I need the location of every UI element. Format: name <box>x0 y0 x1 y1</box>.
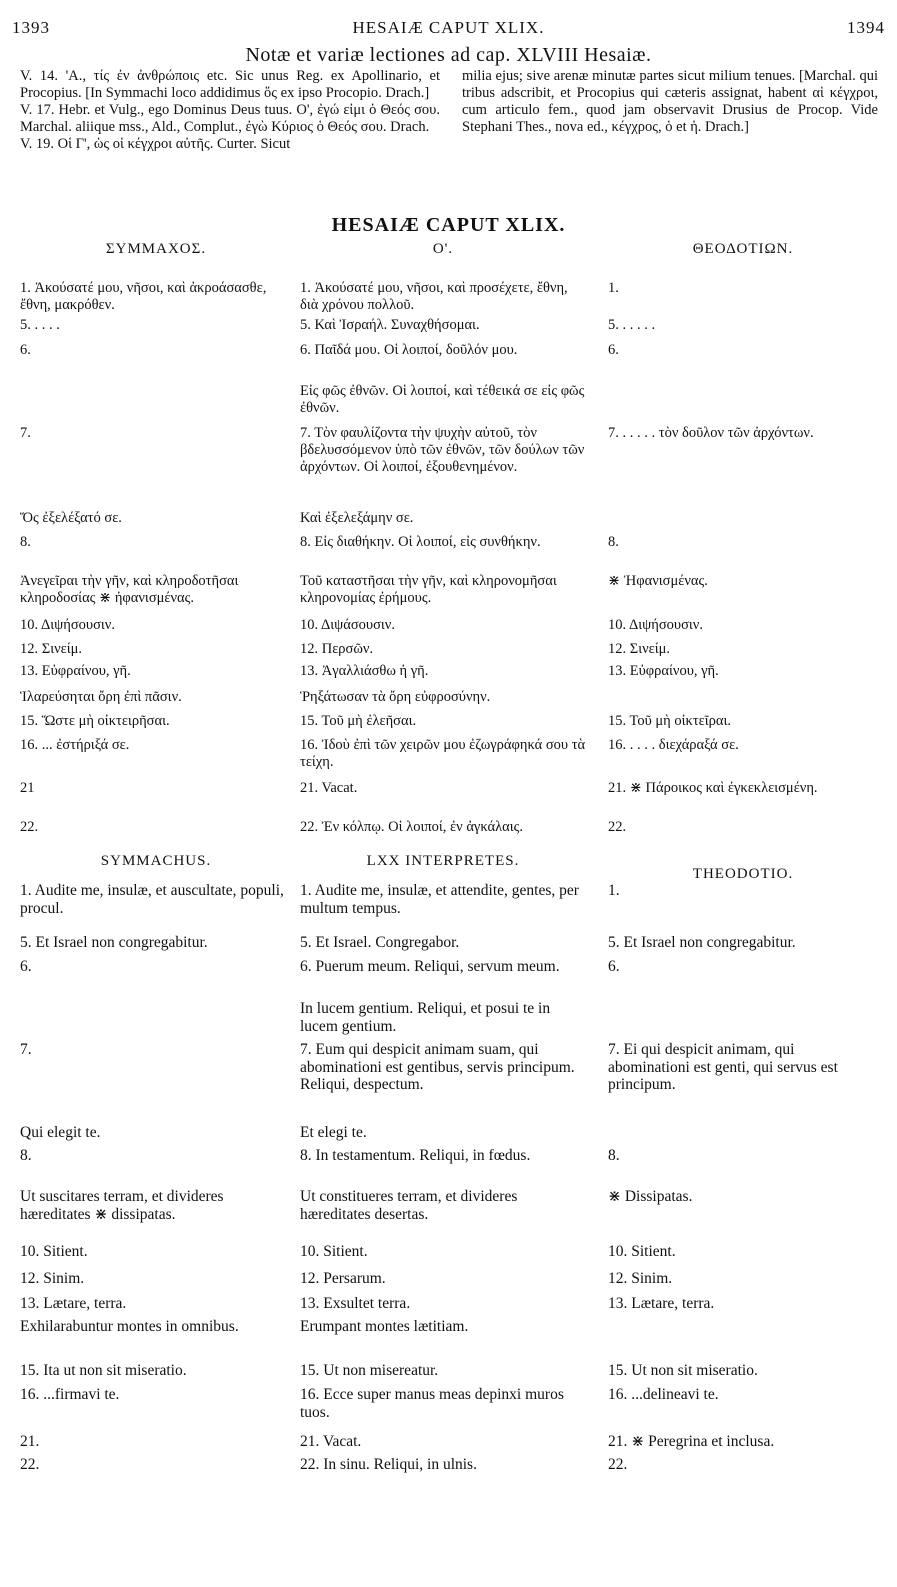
greek-cell-symmachus: 5. . . . . <box>20 317 60 333</box>
latin-cell-theodotion: ⋇ Dissipatas. <box>608 1188 693 1205</box>
latin-cell-theodotion: 13. Lætare, terra. <box>608 1295 715 1312</box>
greek-header-theodotion: ΘΕΟΔΟΤΙΩΝ. <box>692 241 794 257</box>
latin-cell-lxx: 13. Exsultet terra. <box>300 1295 411 1312</box>
greek-cell-lxx: 5. Καὶ Ἰσραήλ. Συναχθήσομαι. <box>300 317 480 333</box>
latin-cell-theodotion: 10. Sitient. <box>608 1243 676 1260</box>
greek-cell-symmachus: Ὅς ἐξελέξατό σε. <box>20 510 122 526</box>
latin-cell-symmachus: 22. <box>20 1456 40 1473</box>
latin-cell-lxx: 8. In testamentum. Reliqui, in fœdus. <box>300 1147 531 1164</box>
greek-cell-lxx: 16. Ἰδοὺ ἐπὶ τῶν χειρῶν μου ἐζωγράφηκά σου τὰ τείχη. <box>300 737 586 770</box>
latin-cell-lxx: 7. Eum qui despicit animam suam, qui abominationi est gentibus, servis principum. Reliqui, despectum. <box>300 1041 575 1093</box>
notes-left-column <box>20 68 440 153</box>
latin-cell-lxx: 22. In sinu. Reliqui, in ulnis. <box>300 1456 477 1473</box>
greek-cell-theodotion: 1. <box>608 280 619 296</box>
greek-cell-lxx: 13. Ἀγαλλιάσθω ἡ γῆ. <box>300 663 429 679</box>
latin-cell-lxx: Ut constitueres terram, et divideres hæreditates desertas. <box>300 1188 518 1223</box>
latin-cell-symmachus: 12. Sinim. <box>20 1270 85 1287</box>
greek-cell-symmachus: 13. Εὐφραίνου, γῆ. <box>20 663 131 679</box>
latin-cell-symmachus: 6. <box>20 958 32 975</box>
latin-cell-theodotion: 12. Sinim. <box>608 1270 673 1287</box>
latin-cell-symmachus: Qui elegit te. <box>20 1124 101 1141</box>
greek-cell-symmachus: 1. Ἀκούσατέ μου, νῆσοι, καὶ ἀκροάσασθε, ἔθνη, μακρόθεν. <box>20 280 267 313</box>
latin-cell-theodotion: 1. <box>608 882 620 899</box>
note-v17: V. 17. Hebr. et Vulg., ego Dominus Deus tuus. O', ἐγώ εἰμι ὁ Θεός σου. Marchal. aliique mss., Ald., Complut., ἐγὼ Κύριος ὁ Θεός σου. Drach. <box>20 102 440 135</box>
greek-cell-symmachus: 8. <box>20 534 31 550</box>
greek-cell-lxx: 21. Vacat. <box>300 780 358 796</box>
latin-cell-symmachus: 8. <box>20 1147 32 1164</box>
latin-cell-symmachus: 15. Ita ut non sit miseratio. <box>20 1362 187 1379</box>
latin-cell-theodotion: 16. ...delineavi te. <box>608 1386 719 1403</box>
greek-cell-theodotion: 16. . . . . διεχάραξά σε. <box>608 737 739 753</box>
latin-cell-theodotion: 22. <box>608 1456 628 1473</box>
latin-cell-symmachus: 16. ...firmavi te. <box>20 1386 120 1403</box>
greek-cell-theodotion: 22. <box>608 819 627 835</box>
greek-cell-lxx: Καὶ ἐξελεξάμην σε. <box>300 510 414 526</box>
page-number-left: 1393 <box>12 18 50 37</box>
latin-cell-lxx: 5. Et Israel. Congregabor. <box>300 934 460 951</box>
greek-cell-theodotion: 15. Τοῦ μὴ οἰκτεῖραι. <box>608 713 732 729</box>
greek-cell-lxx: 7. Τὸν φαυλίζοντα τὴν ψυχὴν αὐτοῦ, τὸν βδελυσσόμενον ὑπὸ τῶν ἐθνῶν, τῶν δούλων τῶν ἀρχόντων. Οἱ λοιποί, ἐξουθενημένον. <box>300 425 585 475</box>
latin-cell-lxx: 12. Persarum. <box>300 1270 386 1287</box>
greek-cell-lxx: 6. Παῖδά μου. Οἱ λοιποί, δοῦλόν μου. <box>300 342 518 358</box>
greek-cell-lxx: Τοῦ καταστῆσαι τὴν γῆν, καὶ κληρονομῆσαι κληρονομίας ἐρήμους. <box>300 573 557 606</box>
note-v14: V. 14. 'A., τίς ἐν ἀνθρώποις etc. Sic unus Reg. ex Apollinario, et Procopius. [In Symmachi loco addidimus ὅς ex ipso Procopio. Drach.] <box>20 68 440 101</box>
greek-cell-lxx: 10. Διψάσουσιν. <box>300 617 395 633</box>
latin-cell-lxx: In lucem gentium. Reliqui, et posui te in lucem gentium. <box>300 1000 551 1035</box>
greek-cell-theodotion: 13. Εὐφραίνου, γῆ. <box>608 663 719 679</box>
latin-cell-lxx: Erumpant montes lætitiam. <box>300 1318 469 1335</box>
latin-cell-theodotion: 7. Ei qui despicit animam, qui abominationi est genti, qui servus est principum. <box>608 1041 838 1093</box>
chapter-title: HESAIÆ CAPUT XLIX. <box>331 214 566 236</box>
latin-cell-symmachus: Exhilarabuntur montes in omnibus. <box>20 1318 239 1335</box>
latin-cell-theodotion: 5. Et Israel non congregabitur. <box>608 934 796 951</box>
latin-cell-symmachus: 1. Audite me, insulæ, et auscultate, populi, procul. <box>20 882 284 917</box>
latin-cell-symmachus: 10. Sitient. <box>20 1243 88 1260</box>
latin-cell-theodotion: 21. ⋇ Peregrina et inclusa. <box>608 1433 775 1450</box>
greek-cell-lxx: Ῥηξάτωσαν τὰ ὄρη εὐφροσύνην. <box>300 689 491 705</box>
greek-cell-lxx: 22. Ἐν κόλπῳ. Οἱ λοιποί, ἐν ἀγκάλαις. <box>300 819 524 835</box>
latin-cell-lxx: 6. Puerum meum. Reliqui, servum meum. <box>300 958 560 975</box>
latin-cell-lxx: 10. Sitient. <box>300 1243 368 1260</box>
greek-cell-symmachus: 22. <box>20 819 39 835</box>
latin-cell-lxx: 16. Ecce super manus meas depinxi muros tuos. <box>300 1386 564 1421</box>
greek-cell-symmachus: 7. <box>20 425 31 441</box>
greek-cell-theodotion: 12. Σινείμ. <box>608 641 671 657</box>
greek-cell-theodotion: 21. ⋇ Πάροικος καὶ ἐγκεκλεισμένη. <box>608 780 818 796</box>
latin-header-symmachus: SYMMACHUS. <box>100 853 212 869</box>
greek-cell-theodotion: 6. <box>608 342 619 358</box>
greek-cell-symmachus: 16. ... ἐστήριξά σε. <box>20 737 130 753</box>
latin-header-lxx: LXX INTERPRETES. <box>366 853 520 869</box>
latin-cell-symmachus: 21. <box>20 1433 40 1450</box>
greek-cell-lxx: 15. Τοῦ μὴ ἐλεῆσαι. <box>300 713 417 729</box>
latin-cell-symmachus: 7. <box>20 1041 32 1058</box>
latin-header-theodotio: THEODOTIO. <box>692 866 794 882</box>
greek-cell-theodotion: 8. <box>608 534 619 550</box>
greek-header-lxx: Ο'. <box>432 241 454 257</box>
running-title: HESAIÆ CAPUT XLIX. <box>352 18 545 37</box>
latin-cell-theodotion: 6. <box>608 958 620 975</box>
latin-cell-symmachus: 5. Et Israel non congregabitur. <box>20 934 208 951</box>
latin-cell-lxx: 21. Vacat. <box>300 1433 362 1450</box>
greek-cell-lxx: Εἰς φῶς ἐθνῶν. Οἱ λοιποί, καὶ τέθεικά σε εἰς φῶς ἐθνῶν. <box>300 383 585 416</box>
note-v19: V. 19. Οἱ Γ', ὡς οἱ κέγχροι αὐτῆς. Curter. Sicut <box>20 136 291 152</box>
page-number-right: 1394 <box>847 18 885 37</box>
latin-cell-symmachus: 13. Lætare, terra. <box>20 1295 127 1312</box>
greek-cell-symmachus: Ἱλαρεύσηται ὄρη ἐπὶ πᾶσιν. <box>20 689 182 705</box>
greek-cell-lxx: 12. Περσῶν. <box>300 641 374 657</box>
greek-header-symmachus: ΣΥΜΜΑΧΟΣ. <box>105 241 207 257</box>
greek-cell-symmachus: 12. Σινείμ. <box>20 641 83 657</box>
latin-cell-lxx: 1. Audite me, insulæ, et attendite, gentes, per multum tempus. <box>300 882 579 917</box>
greek-cell-lxx: 1. Ἀκούσατέ μου, νῆσοι, καὶ προσέχετε, ἔθνη, διὰ χρόνου πολλοῦ. <box>300 280 568 313</box>
greek-cell-symmachus: 6. <box>20 342 31 358</box>
greek-cell-theodotion: ⋇ Ἠφανισμένας. <box>608 573 708 589</box>
notes-title: Notæ et variæ lectiones ad cap. XLVIII Hesaiæ. <box>245 44 652 66</box>
latin-cell-theodotion: 8. <box>608 1147 620 1164</box>
greek-cell-theodotion: 5. . . . . . <box>608 317 656 333</box>
greek-cell-symmachus: 15. Ὥστε μὴ οἰκτειρῆσαι. <box>20 713 170 729</box>
greek-cell-theodotion: 10. Διψήσουσιν. <box>608 617 703 633</box>
greek-cell-symmachus: 21 <box>20 780 35 796</box>
latin-cell-lxx: Et elegi te. <box>300 1124 367 1141</box>
notes-right-column: milia ejus; sive arenæ minutæ partes sicut milium tenues. [Marchal. qui tribus adscribit, et Procopius qui cæteris assignat, habent αἱ κέγχροι, cum articulo fem., quod jam observavit Drusius de Procop. Vide Stephani Thes., nova ed., κέγχρος, ὁ et ἡ. Drach.] <box>462 68 878 135</box>
latin-cell-symmachus: Ut suscitares terram, et divideres hæreditates ⋇ dissipatas. <box>20 1188 224 1223</box>
greek-cell-symmachus: 10. Διψήσουσιν. <box>20 617 115 633</box>
latin-cell-theodotion: 15. Ut non sit miseratio. <box>608 1362 758 1379</box>
greek-cell-theodotion: 7. . . . . . τὸν δοῦλον τῶν ἀρχόντων. <box>608 425 814 441</box>
greek-cell-symmachus: Ἀνεγεῖραι τὴν γῆν, καὶ κληροδοτῆσαι κληροδοσίας ⋇ ἠφανισμένας. <box>20 573 239 606</box>
latin-cell-lxx: 15. Ut non misereatur. <box>300 1362 439 1379</box>
greek-cell-lxx: 8. Εἰς διαθήκην. Οἱ λοιποί, εἰς συνθήκην. <box>300 534 541 550</box>
